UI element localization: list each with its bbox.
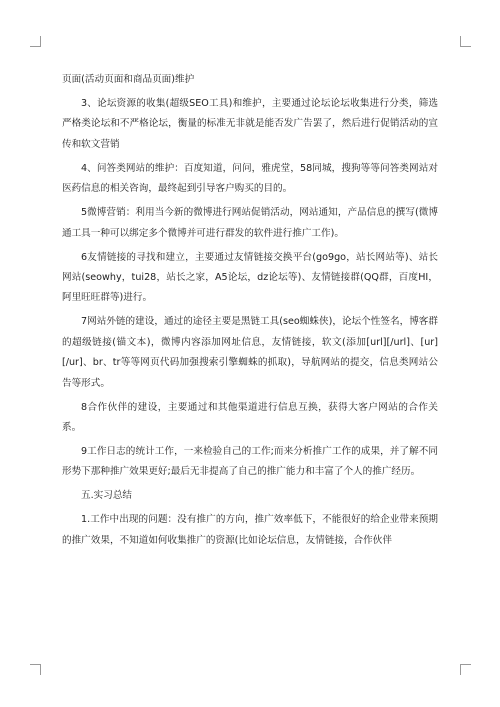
crop-mark-top-right [460, 36, 471, 47]
crop-mark-bottom-right [460, 664, 471, 675]
paragraph: 页面(活动页面和商品页面)维护 [62, 74, 195, 85]
paragraph: 1.工作中出现的问题：没有推广的方向，推广效率低下，不能很好的给企业带来预期的推广效果，不知道如何收集推广的资源(比如论坛信息，友情链接，合作伙伴 [62, 514, 438, 546]
paragraph: 4、问答类网站的维护：百度知道，问问，雅虎堂，58同城，搜狗等等问答类网站对医药信息的相关咨询，最终起到引导客户购买的目的。 [62, 162, 438, 195]
paragraph: 3、论坛资源的收集(超级SEO工具)和维护，主要通过论坛论坛收集进行分类，筛选严格类论坛和不严格论坛，衡量的标准无非就是能否发广告罢了，然后进行促销活动的宣传和软文营销 [62, 98, 438, 150]
document-body [62, 70, 438, 555]
paragraph: 9工作日志的统计工作，一来检验自己的工作;而来分析推广工作的成果，并了解不同形势下那种推广效果更好;最后无非提高了自己的推广能力和丰富了个人的推广经历。 [62, 446, 438, 478]
paragraph: 7网站外链的建设，通过的途径主要是黑链工具(seo蜘蛛侠)，论坛个性签名，博客群的超级链接(锚文本)，微博内容添加网址信息，友情链接，软文(添加[url][/url]、[ur][/ur]、br、tr等等网页代码加强搜索引擎蜘蛛的抓取)，导航网站的提交，信息类网站公告等形式。 [62, 316, 438, 389]
paragraph: 5微博营销：利用当今新的微博进行网站促销活动，网站通知，产品信息的撰写(微博通工具一种可以绑定多个微博并可进行群发的软件进行推广工作)。 [62, 207, 438, 239]
paragraph: 8合作伙伴的建设，主要通过和其他渠道进行信息互换，获得大客户网站的合作关系。 [62, 401, 438, 434]
paragraph: 6友情链接的寻找和建立，主要通过友情链接交换平台(go9go，站长网站等)、站长网站(seowhy，tui28，站长之家，A5论坛，dz论坛等)、友情链接群(QQ群，百度HI，阿里旺旺群等)进行。 [62, 251, 438, 304]
crop-mark-bottom-left [30, 664, 41, 675]
crop-mark-top-left [30, 36, 41, 47]
section-heading: 五.实习总结 [81, 490, 133, 502]
